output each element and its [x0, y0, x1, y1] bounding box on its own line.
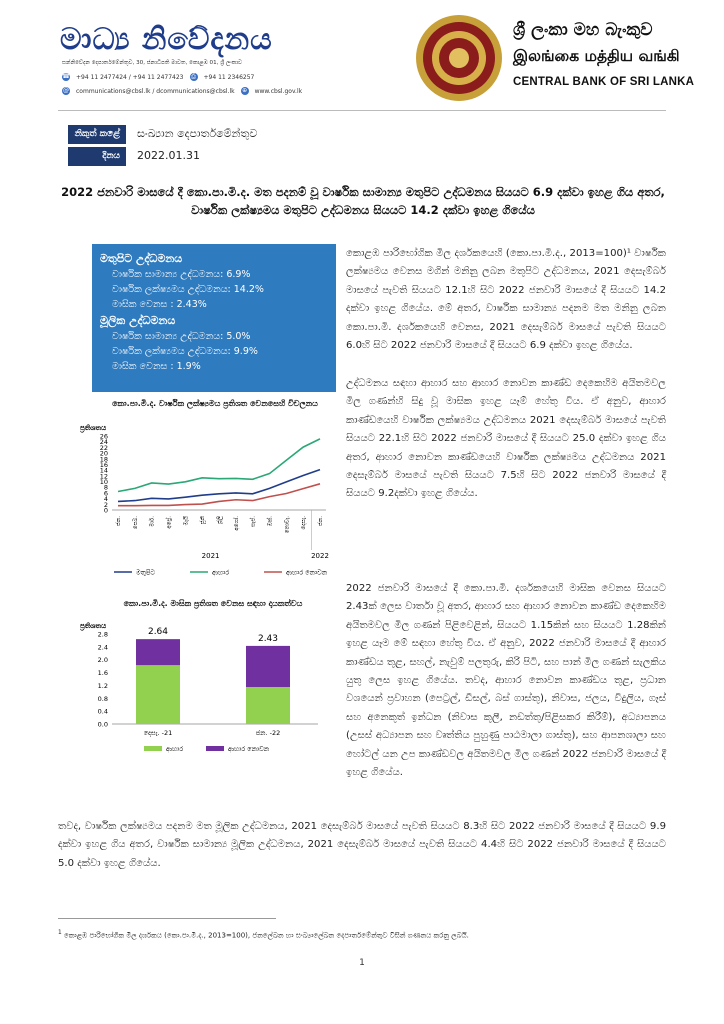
y-tick-label: 6	[103, 489, 108, 498]
footnote	[58, 930, 666, 940]
x-tick-label: පෙබ.	[132, 516, 139, 530]
bar-total-label: 2.64	[147, 627, 169, 638]
series-line	[118, 484, 320, 506]
y-tick-label: 24	[99, 438, 108, 447]
footnote-text: කොළඹ පාරිභෝගික මිල දර්ශකය (කො.පා.මි.ද., 2013=100), ජනලේඛන හා සංඛ්‍යාලේඛන දෙපාර්තමේන්තුව විසින් ගණනය කරනු ලබයි.	[63, 931, 469, 940]
emails[interactable]: communications@cbsl.lk / dcommunications@cbsl.lk	[76, 87, 235, 95]
legend-label: ආහාර	[166, 745, 184, 753]
body-paragraph-3: 2022 ජනවාරි මාසයේ දී කො.පා.මි. දර්ශකයෙහි මාසික වෙනස සියයට 2.43ක් ලෙස වාර්තා වූ අතර, ආහාර සහ ආහාර නොවන කාණ්ඩ දෙකෙහිම අයිතමවල මිල ගණන් පිළිවෙළින්, සියයට 1.15කින් සහ සියයට 1.28කින් ඉහළ යෑම මේ සඳහා හේතු විය. ඒ අනුව, 2022 ජනවාරි මාසයේ දී ආහාර කාණ්ඩය තුළ, සහල්, නැවුම් පලතුරු, කිරි පිටි, සහ පාන් මිල ගණන් සැලකිය යුතු ලෙස ඉහළ ගියේය. තවද, ආහාර නොවන කාණ්ඩය තුළ, ප්‍රධාන වශයෙන් ප්‍රවාහන (පෙට්‍රල්, ඩීසල්, බස් ගාස්තු), නිවාස, ජලය, විදුලිය, ගෑස් සහ අනෙකුත් ඉන්ධන (නිවාස කුලී, නඩත්තු/පිළිසකර කිරීම්), අධ්‍යාපනය (උසස් අධ්‍යාපන සහ වෘත්තිය පුහුණු පාඨමාලා ගාස්තු), සහ ආපනශාලා සහ හෝටල් යන උප කාණ්ඩවල අයිතමවල මිල ගණන් 2022 ජනවාරි මාසයේ දී ඉහළ ගියේය.	[346, 583, 666, 779]
bank-name-english: CENTRAL BANK OF SRI LANKA	[513, 76, 695, 88]
headline-item: වාර්ෂික සාමාන්‍ය උද්ධමනය: 6.9%	[112, 269, 251, 280]
legend-label: ආහාර නොවන	[286, 568, 328, 577]
email-row	[62, 87, 302, 95]
x-tick-label: අගෝ.	[233, 516, 240, 531]
bank-name-sinhala: ශ්‍රී ලංකා මහ බැංකුව	[513, 20, 653, 40]
body-paragraph-1: කොළඹ පාරිභෝගික මිල දර්ශකයෙහි (කො.පා.මි.ද., 2013=100)¹ වාර්ෂික ලක්ෂ්‍යමය වෙනස මගින් මනිනු ලබන මතුපිට උද්ධමනය, 2021 දෙසැම්බර් මාසයේ පැවති සියයට 12.1හි සිට 2022 ජනවාරි මාසයේ දී සියයට 14.2 දක්වා ඉහළ ගියේය. මේ අතර, වාර්ෂික සාමාන්‍ය පදනම මත මනිනු ලබන කො.පා.මි. දර්ශකයෙහි වෙනස, 2021 දෙසැම්බර් මාසයේ පැවති සියයට 6.0හි සිට 2022 ජනවාරි මාසයේ දී සියයට 6.9 දක්වා ඉහළ ගියේය.	[346, 248, 666, 352]
y-axis-label: ප්‍රතිශතය	[80, 424, 107, 432]
inflation-summary-box	[92, 244, 336, 392]
legend-label: මතුපිට	[136, 568, 156, 577]
x-tick-label: ඔක්.	[267, 516, 274, 527]
y-tick-label: 4	[103, 495, 108, 504]
bar-chart-title: කො.පා.මි.ද. මාසික ප්‍රතිශත වෙනස සඳහා දායකත්වය	[123, 599, 303, 608]
x-tick-label: ජූලි	[217, 516, 223, 524]
x-tick-label: මැයි	[183, 516, 190, 526]
website[interactable]: www.cbsl.gov.lk	[254, 87, 303, 95]
x-tick-label: දෙසැ. -21	[143, 729, 173, 737]
footnote-marker: 1	[58, 930, 62, 936]
y-tick-label: 2.4	[97, 643, 108, 652]
y-tick-label: 10	[99, 478, 108, 487]
y-tick-label: 8	[103, 483, 108, 492]
bar-segment	[246, 646, 290, 687]
core-item: වාර්ෂික සාමාන්‍ය උද්ධමනය: 5.0%	[112, 331, 251, 342]
legend-label: ආහාර නොවන	[228, 745, 270, 753]
bank-name-tamil: இலங்கை மத்திய வங்கி	[513, 47, 680, 65]
brand-title: මාධ්‍ය නිවේදනය	[60, 22, 273, 57]
y-tick-label: 22	[99, 443, 108, 452]
x-tick-label: දෙසැ.	[301, 516, 308, 530]
issued-by-value: සංඛ්‍යාන දෙපාර්තමේන්තුව	[137, 127, 258, 140]
y-tick-label: 18	[99, 455, 108, 464]
phone-row	[62, 73, 254, 81]
x-tick-label: ජන.	[116, 516, 122, 526]
footnote-divider	[58, 918, 276, 919]
core-item: වාර්ෂික ලක්ෂ්‍යමය උද්ධමනය: 9.9%	[112, 346, 258, 357]
y-tick-label: 2.0	[97, 656, 108, 665]
body-paragraph-4: තවද, වාර්ෂික ලක්ෂ්‍යමය පදනම මත මූලික උද්ධමනය, 2021 දෙසැම්බර් මාසයේ පැවති සියයට 8.3හි සිට 2022 ජනවාරි මාසයේ දී සියයට 9.9 දක්වා ඉහළ ගිය අතර, වාර්ෂික සාමාන්‍ය මූලික උද්ධමනය, 2021 දෙසැම්බර් මාසයේ පැවති සියයට 4.4හි සිට 2022 ජනවාරි මාසයේ දී සියයට 5.0 දක්වා ඉහළ ගියේය.	[58, 821, 666, 869]
y-tick-label: 2.8	[97, 630, 108, 639]
date-value: 2022.01.31	[137, 149, 200, 162]
bar-segment	[136, 665, 180, 724]
year-label: 2021	[201, 552, 220, 560]
core-item: මාසික වෙනස : 1.9%	[112, 361, 201, 372]
y-tick-label: 16	[99, 460, 108, 469]
body-paragraph-2: උද්ධමනය සඳහා ආහාර සහ ආහාර නොවන කාණ්ඩ දෙකෙහිම අයිතමවල මිල ගණන්හි සිදු වූ මාසික ඉහළ යෑම් හේතු විය. ඒ අනුව, ආහාර කාණ්ඩයෙහි වාර්ෂික ලක්ෂ්‍යමය උද්ධමනය 2021 දෙසැම්බර් මාසයේ පැවති සියයට 22.1හි සිට 2022 ජනවාරි මාසයේ දී සියයට 25.0 දක්වා ඉහළ ගිය අතර, ආහාර නොවන කාණ්ඩයෙහි වාර්ෂික ලක්ෂ්‍යමය උද්ධමනය 2021 දෙසැම්බර් මාසයේ පැවති සියයට 7.5හි සිට 2022 ජනවාරි මාසයේ දී සියයට 9.2දක්වා ඉහළ ගියේය.	[346, 378, 666, 500]
headline-inflation-heading: මතුපිට උද්ධමනය	[100, 252, 183, 265]
y-tick-label: 0.0	[97, 720, 108, 729]
y-tick-label: 1.2	[97, 681, 108, 690]
address: සන්නිවේදන දෙපාර්තමේන්තුව, 30, ජනාධිපති මාවත, කොළඹ 01, ශ්‍රී ලංකාව	[62, 60, 243, 66]
y-tick-label: 26	[99, 432, 108, 441]
x-tick-label: අප්‍රේ.	[166, 516, 173, 529]
bar-chart	[78, 620, 340, 760]
legend-swatch	[144, 746, 162, 751]
page-number: 1	[359, 958, 365, 968]
globe-icon: ⊕	[242, 87, 248, 94]
series-line	[118, 439, 320, 492]
date-label: දිනය	[68, 147, 126, 166]
year-label: 2022	[311, 552, 329, 560]
headline-item: මාසික වෙනස : 2.43%	[112, 299, 207, 310]
y-tick-label: 20	[99, 449, 108, 458]
x-tick-label: ජන. -22	[255, 729, 281, 737]
y-axis-label: ප්‍රතිශතය	[80, 622, 107, 630]
x-tick-label: මාර්.	[149, 516, 156, 527]
series-line	[118, 470, 320, 502]
phones: +94 11 2477424 / +94 11 2477423	[76, 73, 184, 81]
bank-emblem-icon	[415, 14, 503, 102]
line-chart	[78, 420, 340, 580]
legend-swatch	[206, 746, 224, 751]
header-divider	[58, 110, 666, 111]
line-chart-title: කො.පා.මි.ද. වාර්ෂික ලක්ෂ්‍යමය ප්‍රතිශත වෙනසෙහි විචලනය	[112, 399, 318, 408]
legend-label: ආහාර	[212, 568, 230, 577]
fax-icon: ⎙	[191, 73, 196, 80]
y-tick-label: 14	[99, 466, 108, 475]
y-tick-label: 2	[103, 500, 108, 509]
x-tick-label: ජන.	[318, 516, 324, 526]
fax: +94 11 2346257	[203, 73, 255, 81]
x-tick-label: නොවැ.	[284, 516, 291, 534]
headline-item: වාර්ෂික ලක්ෂ්‍යමය උද්ධමනය: 14.2%	[112, 284, 264, 295]
core-inflation-heading: මූලික උද්ධමනය	[100, 314, 176, 327]
bar-segment	[246, 687, 290, 724]
y-tick-label: 12	[99, 472, 108, 481]
email-icon: @	[63, 87, 69, 94]
phone-icon: ☎	[62, 73, 70, 80]
x-tick-label: ජූනි	[200, 516, 207, 525]
y-tick-label: 0.4	[97, 707, 108, 716]
bar-total-label: 2.43	[257, 633, 279, 644]
press-release-title: 2022 ජනවාරි මාසයේ දී කො.පා.මි.ද. මත පදනම් වූ වාර්ෂික සාමාන්‍ය මතුපිට උද්ධමනය සියයට 6.9 දක්වා ඉහළ ගිය අතර, වාර්ෂික ලක්ෂ්‍යමය මතුපිට උද්ධමනය සියයට 14.2 දක්වා ඉහළ ගියේය	[61, 185, 665, 217]
y-tick-label: 0.8	[97, 694, 108, 703]
y-tick-label: 1.6	[97, 669, 108, 678]
issued-by-label: නිකුත් කළේ	[68, 125, 126, 144]
y-tick-label: 0	[103, 506, 108, 515]
bar-segment	[136, 639, 180, 665]
x-tick-label: සැප්.	[250, 516, 257, 527]
